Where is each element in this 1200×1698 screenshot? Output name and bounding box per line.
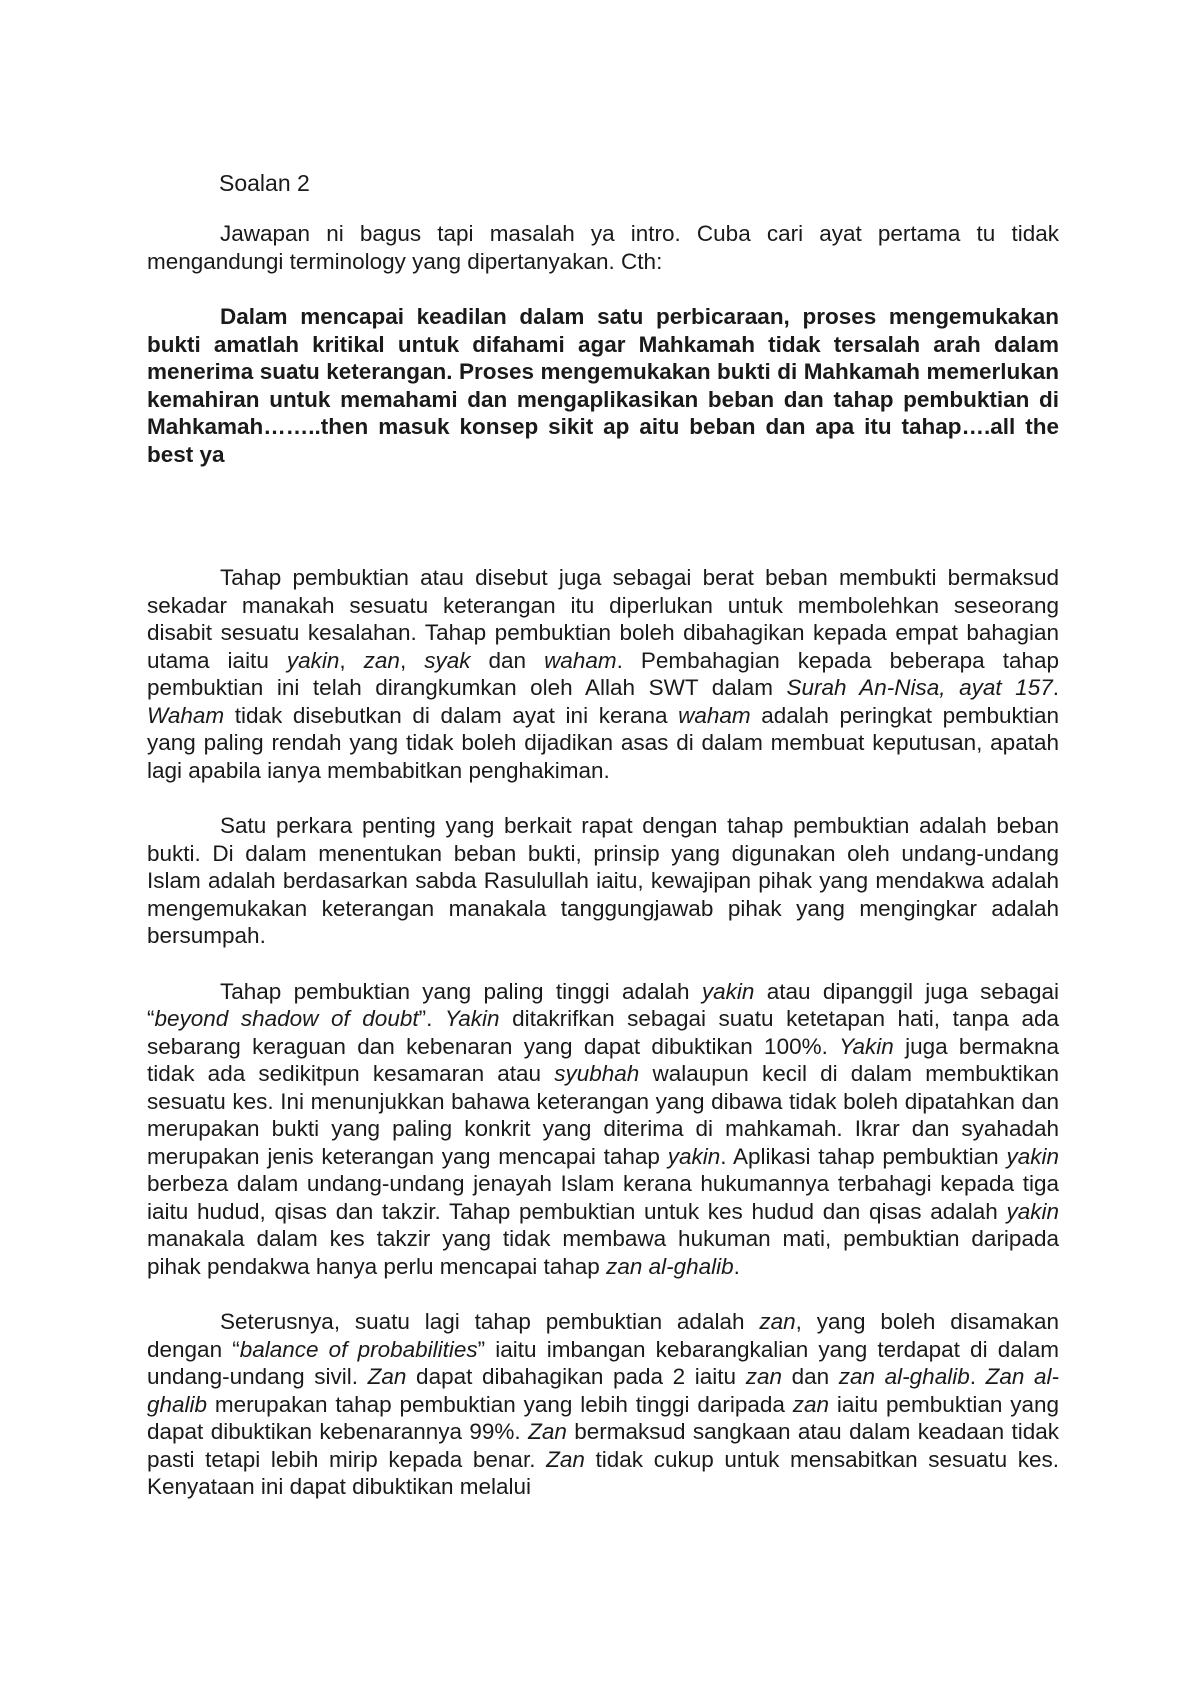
text-run: tidak cukup untuk mensabitkan sesuatu kes. Kenyataan ini dapat dibuktikan melalui	[147, 1446, 1059, 1499]
italic-term: balance of probabilities	[239, 1336, 478, 1362]
text-run: dapat dibahagikan pada 2 iaitu	[406, 1364, 746, 1389]
text-run: ”.	[418, 1006, 445, 1031]
italic-term: yakin	[1006, 1143, 1059, 1169]
text-run: iaitu pembuktian yang dapat dibuktikan kebenarannya 99%.	[147, 1391, 1059, 1444]
italic-term: beyond shadow of doubt	[154, 1006, 419, 1031]
italic-term: Yakin	[444, 1006, 500, 1031]
text-run: Seterusnya, suatu lagi tahap pembuktian adalah	[220, 1309, 760, 1334]
text-run: juga bermakna tidak ada sedikitpun kesamaran atau	[147, 1033, 1059, 1086]
text-run: Tahap pembuktian atau disebut juga sebagai berat beban membukti bermaksud sekadar manakah sesuatu keterangan itu diperlukan untuk membolehkan seseorang disabit sesuatu kesalahan. Tahap pembuktian boleh dibahagikan kepada empat bahagian utama iaitu	[147, 565, 1059, 673]
italic-term: Zan	[367, 1364, 407, 1389]
italic-term: yakin	[667, 1143, 721, 1169]
text-run: ” iaitu imbangan kebarangkalian yang terdapat di dalam undang-undang sivil.	[147, 1336, 1059, 1389]
feedback-example: Dalam mencapai keadilan dalam satu perbicaraan, proses mengemukakan bukti amatlah kritikal untuk difahami agar Mahkamah tidak tersalah arah dalam menerima suatu keterangan. Proses mengemukakan bukti di Mahkamah memerlukan kemahiran untuk memahami dan mengaplikasikan beban dan tahap pembuktian di Mahkamah……..then masuk konsep sikit ap aitu beban dan apa itu tahap….all the best ya	[147, 304, 1059, 467]
text-run: , yang boleh disamakan dengan “	[147, 1309, 1060, 1362]
italic-term: yakin	[286, 647, 340, 673]
text-run: . Aplikasi tahap pembuktian	[720, 1143, 1007, 1169]
text-run: berbeza dalam undang-undang jenayah Islam kerana hukumannya terbahagi kepada tiga iaitu hudud, qisas dan takzir. Tahap pembuktian untuk kes hudud dan qisas adalah	[147, 1171, 1059, 1224]
section-gap	[147, 496, 1059, 564]
body-paragraph	[147, 564, 1059, 784]
italic-term: zan	[363, 647, 400, 673]
italic-term: Yakin	[839, 1033, 894, 1059]
text-run: . Pembahagian kepada beberapa tahap pembuktian ini telah dirangkumkan oleh Allah SWT dalam	[147, 647, 1059, 700]
italic-term: Waham	[147, 702, 225, 728]
document-body	[147, 170, 1059, 1529]
page-title: Soalan 2	[219, 170, 310, 196]
text-run: ,	[399, 647, 425, 673]
italic-term: Zan	[528, 1419, 567, 1444]
italic-term: zan	[745, 1364, 782, 1389]
text-run: merupakan tahap pembuktian yang lebih tinggi daripada	[207, 1391, 793, 1417]
italic-term: Zan	[546, 1446, 585, 1472]
italic-term: zan	[792, 1391, 830, 1417]
italic-term: Surah An-Nisa, ayat 157	[786, 675, 1053, 700]
text-run: ,	[339, 647, 364, 673]
text-run: Tahap pembuktian yang paling tinggi adalah	[220, 978, 702, 1004]
text-run: atau dipanggil juga sebagai “	[147, 978, 1059, 1031]
text-run: .	[969, 1364, 986, 1389]
body-paragraph	[147, 978, 1059, 1281]
body-paragraph	[147, 1308, 1059, 1501]
text-run: adalah peringkat pembuktian yang paling rendah yang tidak boleh dijadikan asas di dalam membuat keputusan, apatah lagi apabila ianya membabitkan penghakiman.	[147, 702, 1059, 783]
italic-term: syak	[424, 647, 471, 673]
text-run: Satu perkara penting yang berkait rapat dengan tahap pembuktian adalah beban bukti. Di dalam menentukan beban bukti, prinsip yang digunakan oleh undang-undang Islam adalah berdasarkan sabda Rasulullah iaitu, kewajipan pihak yang mendakwa adalah mengemukakan keterangan manakala tanggungjawab pihak yang mengingkar adalah bersumpah.	[147, 813, 1059, 948]
italic-term: yakin	[1006, 1198, 1059, 1224]
text-run: .	[1052, 675, 1059, 700]
text-run: dan	[470, 647, 545, 673]
text-run: bermaksud sangkaan atau dalam keadaan tidak pasti tetapi lebih mirip kepada benar.	[147, 1419, 1059, 1472]
italic-term: zan al-ghalib	[606, 1253, 734, 1279]
italic-term: Zan al-ghalib	[147, 1364, 1060, 1417]
text-run: manakala dalam kes takzir yang tidak membawa hukuman mati, pembuktian daripada pihak pendakwa hanya perlu mencapai tahap	[147, 1226, 1059, 1279]
body-paragraph	[147, 812, 1059, 950]
italic-term: waham	[544, 647, 617, 673]
feedback-intro: Jawapan ni bagus tapi masalah ya intro. Cuba cari ayat pertama tu tidak mengandungi terminology yang dipertanyakan. Cth:	[147, 221, 1059, 274]
italic-term: waham	[678, 702, 751, 728]
italic-term: yakin	[701, 978, 755, 1004]
text-run: tidak disebutkan di dalam ayat ini kerana	[224, 702, 679, 728]
text-run: walaupun kecil di dalam membuktikan sesuatu kes. Ini menunjukkan bahawa keterangan yang dibawa tidak boleh dipatahkan dan merupakan bukti yang paling konkrit yang diterima di mahkamah. Ikrar dan syahadah merupakan jenis keterangan yang mencapai tahap	[147, 1061, 1059, 1169]
text-run: ditakrifkan sebagai suatu ketetapan hati, tanpa ada sebarang keraguan dan kebenaran yang dapat dibuktikan 100%.	[147, 1006, 1059, 1059]
italic-term: syubhah	[554, 1061, 640, 1086]
italic-term: zan	[759, 1309, 796, 1334]
italic-term: zan al-ghalib	[838, 1364, 970, 1389]
text-run: dan	[781, 1364, 839, 1389]
text-run: .	[733, 1253, 740, 1279]
